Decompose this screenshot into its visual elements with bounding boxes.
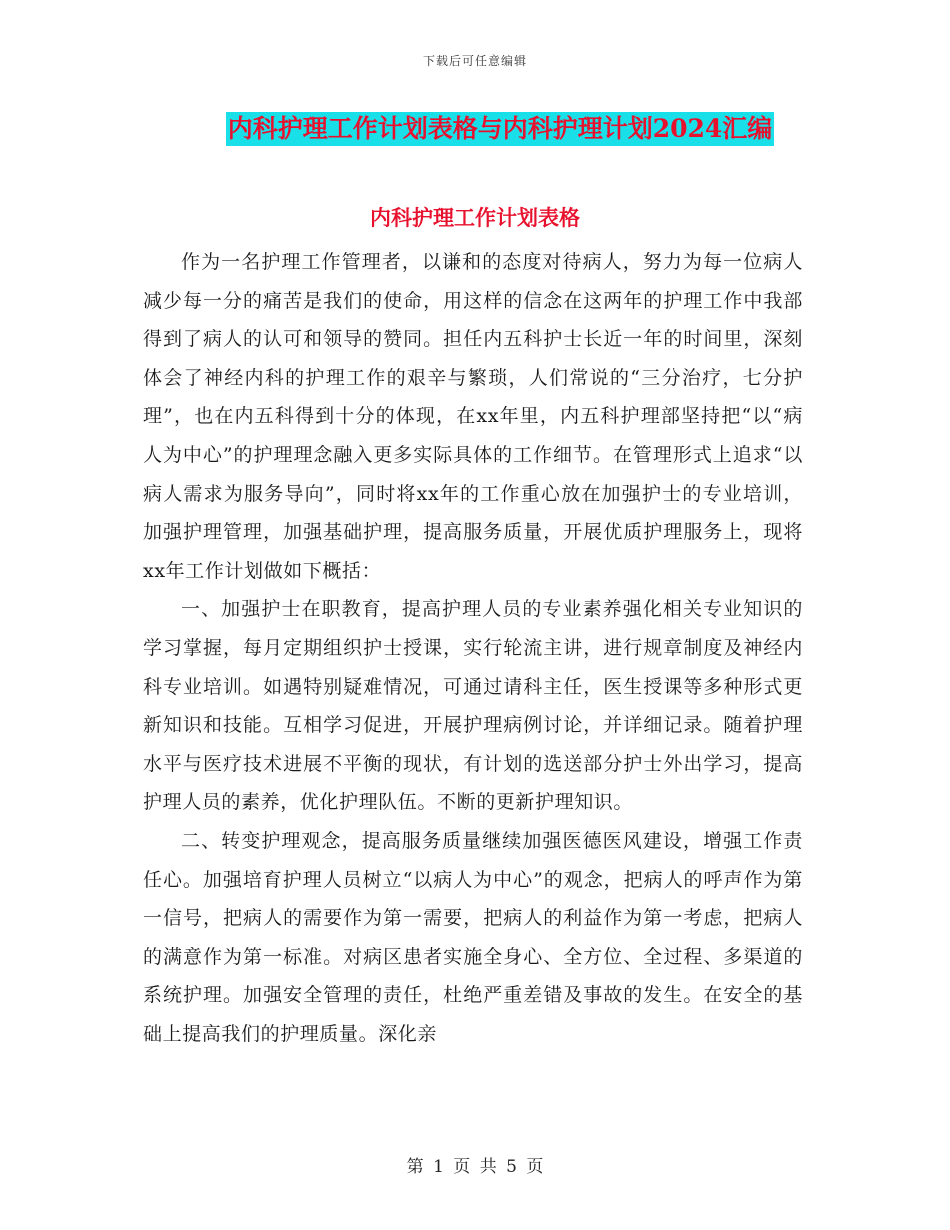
body-paragraph-1: 作为一名护理工作管理者，以谦和的态度对待病人，努力为每一位病人减少每一分的痛苦是我们的使命，用这样的信念在这两年的护理工作中我部得到了病人的认可和领导的赞同。担任内五科护士长近一年的时间里，深刻体会了神经内科的护理工作的艰辛与繁琐，人们常说的“三分治疗，七分护理”，也在内五科得到十分的体现，在xx年里，内五科护理部坚持把“以“病人为中心”的护理理念融入更多实际具体的工作细节。在管理形式上追求“以病人需求为服务导向”，同时将xx年的工作重心放在加强护士的专业培训，加强护理管理，加强基础护理，提高服务质量，开展优质护理服务上，现将xx年工作计划做如下概括：	[143, 251, 803, 582]
body-paragraph-3: 二、转变护理观念，提高服务质量继续加强医德医风建设，增强工作责任心。加强培育护理人员树立“以病人为中心”的观念，把病人的呼声作为第一信号，把病人的需要作为第一需要，把病人的利益作为第一考虑，把病人的满意作为第一标准。对病区患者实施全身心、全方位、全过程、多渠道的系统护理。加强安全管理的责任，杜绝严重差错及事故的发生。在安全的基础上提高我们的护理质量。深化亲	[143, 829, 803, 1045]
header-note: 下载后可任意编辑	[422, 54, 527, 68]
body-paragraph-2: 一、加强护士在职教育，提高护理人员的专业素养强化相关专业知识的学习掌握，每月定期组织护士授课，实行轮流主讲，进行规章制度及神经内科专业培训。如遇特别疑难情况，可通过请科主任，医生授课等多种形式更新知识和技能。互相学习促进，开展护理病例讨论，并详细记录。随着护理水平与医疗技术进展不平衡的现状，有计划的选送部分护士外出学习，提高护理人员的素养，优化护理队伍。不断的更新护理知识。	[143, 598, 803, 814]
document-title-container	[0, 112, 950, 146]
document-body	[143, 243, 803, 1053]
page-footer: 第 1 页 共 5 页	[406, 1157, 544, 1177]
document-title: 内科护理工作计划表格与内科护理计划2024汇编	[226, 112, 775, 146]
section-title: 内科护理工作计划表格	[370, 205, 580, 230]
